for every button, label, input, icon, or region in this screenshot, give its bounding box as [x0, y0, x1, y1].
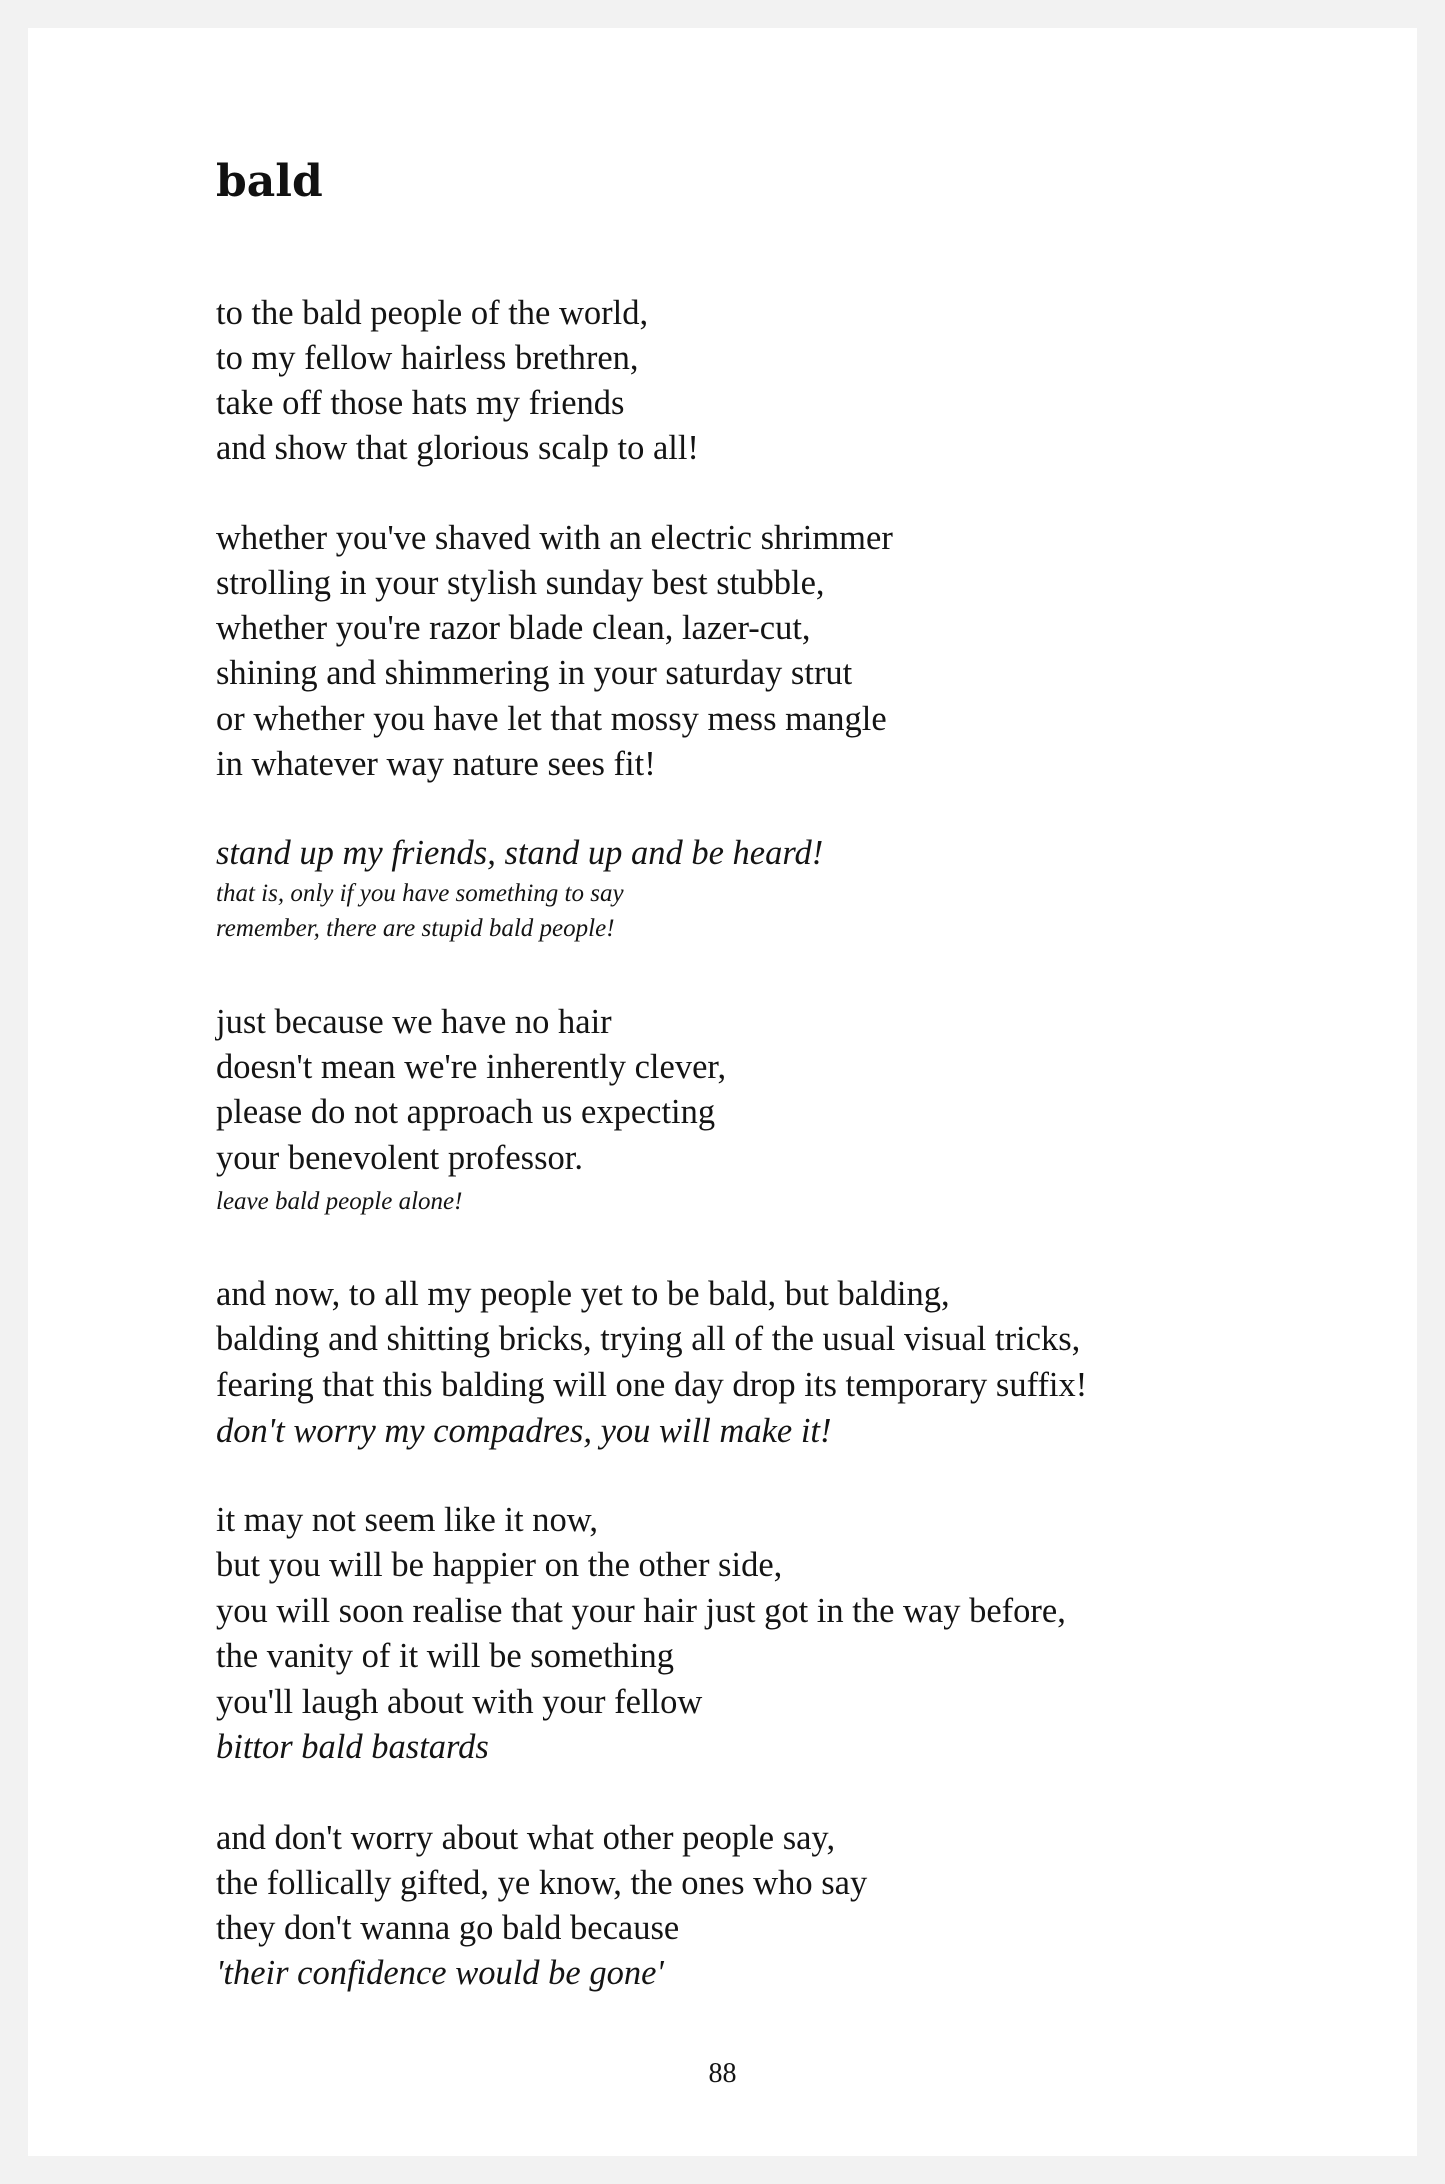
poem-line: they don't wanna go bald because: [216, 1909, 680, 1947]
poem-line: it may not seem like it now,: [216, 1501, 598, 1539]
poem-line: balding and shitting bricks, trying all of the usual visual tricks,: [216, 1320, 1081, 1358]
poem-line: the vanity of it will be something: [216, 1637, 675, 1675]
poem-line: to my fellow hairless brethren,: [216, 339, 639, 377]
page-number: 88: [708, 2058, 737, 2089]
poem-line: to the bald people of the world,: [216, 294, 649, 332]
poem-title: bald: [216, 156, 323, 207]
poem-line-small-italic: remember, there are stupid bald people!: [216, 915, 615, 942]
poem-line: you will soon realise that your hair just got in the way before,: [216, 1592, 1066, 1630]
poem-line: and show that glorious scalp to all!: [216, 429, 699, 467]
poem-line: the follically gifted, ye know, the ones who say: [216, 1864, 868, 1902]
poem-line: whether you've shaved with an electric shrimmer: [216, 519, 893, 557]
poem-line: shining and shimmering in your saturday strut: [216, 654, 853, 692]
poem-line-italic: bittor bald bastards: [216, 1728, 489, 1766]
poem-line-italic: don't worry my compadres, you will make it!: [216, 1412, 832, 1450]
poem-line: in whatever way nature sees fit!: [216, 745, 656, 783]
poem-line-small-italic: that is, only if you have something to say: [216, 880, 624, 907]
poem-line: and don't worry about what other people say,: [216, 1819, 836, 1857]
poem-line: doesn't mean we're inherently clever,: [216, 1048, 727, 1086]
poem-line: fearing that this balding will one day drop its temporary suffix!: [216, 1366, 1088, 1404]
poem-line-italic: 'their confidence would be gone': [216, 1954, 664, 1992]
poem-line-italic: stand up my friends, stand up and be heard!: [216, 834, 824, 872]
poem-line: and now, to all my people yet to be bald, but balding,: [216, 1275, 950, 1313]
poem-line: your benevolent professor.: [216, 1139, 583, 1177]
poem-line: strolling in your stylish sunday best stubble,: [216, 564, 825, 602]
poem-line-small-italic: leave bald people alone!: [216, 1188, 463, 1215]
poem-line: take off those hats my friends: [216, 384, 625, 422]
poem-line: please do not approach us expecting: [216, 1093, 716, 1131]
poem-line: you'll laugh about with your fellow: [216, 1683, 703, 1721]
poem-line: just because we have no hair: [216, 1003, 612, 1041]
poem-line: or whether you have let that mossy mess mangle: [216, 700, 887, 738]
poem-line: but you will be happier on the other side,: [216, 1546, 783, 1584]
poem-line: whether you're razor blade clean, lazer-cut,: [216, 609, 811, 647]
